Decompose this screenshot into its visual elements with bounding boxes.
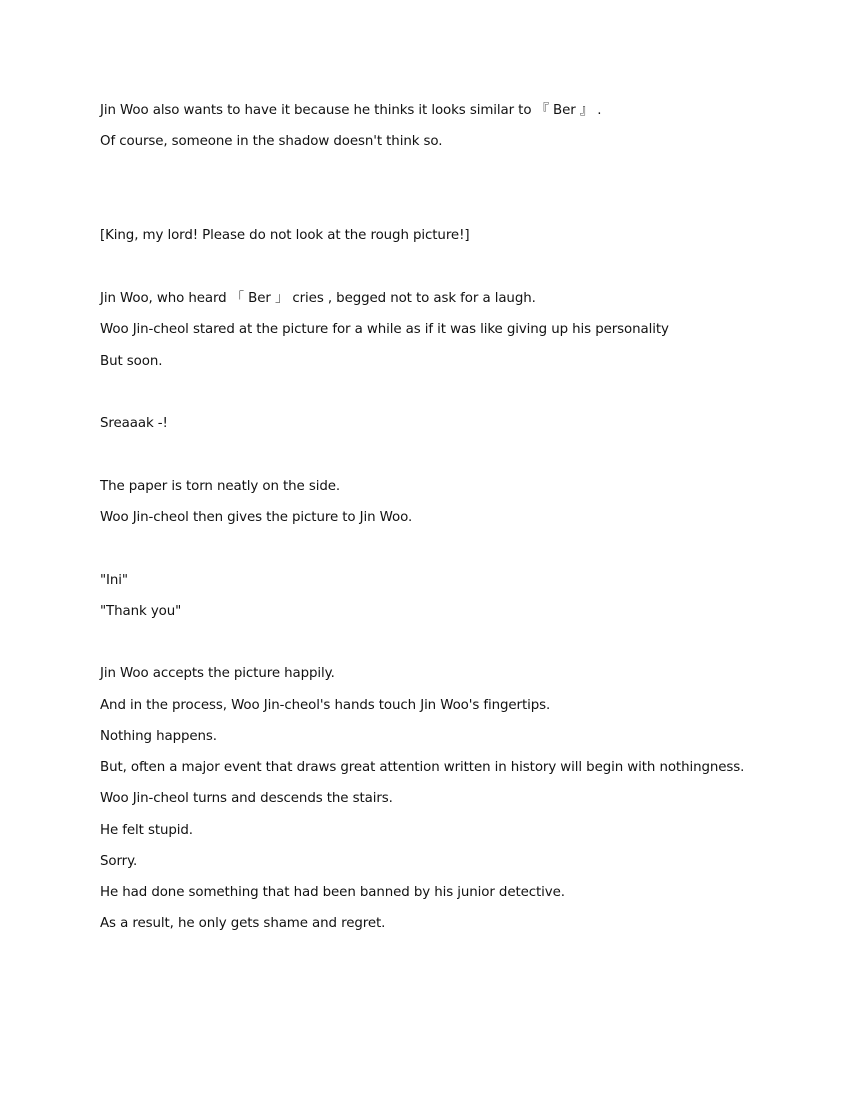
paragraph-5: Woo Jin-cheol stared at the picture for a while as if it was like giving up his personality: [100, 322, 669, 337]
paragraph-8: The paper is torn neatly on the side.: [100, 479, 341, 494]
paragraph-4: Jin Woo, who heard 「 Ber 」 cries , begged not to ask for a laugh.: [100, 291, 536, 306]
paragraph-6: But soon.: [100, 354, 163, 369]
paragraph-19: He had done something that had been banned by his junior detective.: [100, 885, 565, 900]
paragraph-10: "Ini": [100, 573, 128, 588]
paragraph-15: But, often a major event that draws great attention written in history will begin with nothingness.: [100, 760, 745, 775]
paragraph-3: [King, my lord! Please do not look at the rough picture!]: [100, 228, 470, 243]
paragraph-16: Woo Jin-cheol turns and descends the stairs.: [100, 791, 393, 806]
paragraph-20: As a result, he only gets shame and regret.: [100, 916, 386, 931]
paragraph-14: Nothing happens.: [100, 729, 217, 744]
paragraph-7: Sreaaak -!: [100, 416, 168, 431]
paragraph-1: Jin Woo also wants to have it because he thinks it looks similar to 『 Ber 』 .: [100, 103, 602, 118]
paragraph-17: He felt stupid.: [100, 823, 193, 838]
paragraph-18: Sorry.: [100, 854, 138, 869]
paragraph-2: Of course, someone in the shadow doesn't think so.: [100, 134, 443, 149]
paragraph-12: Jin Woo accepts the picture happily.: [100, 666, 335, 681]
paragraph-13: And in the process, Woo Jin-cheol's hands touch Jin Woo's fingertips.: [100, 698, 551, 713]
paragraph-11: "Thank you": [100, 604, 182, 619]
paragraph-9: Woo Jin-cheol then gives the picture to Jin Woo.: [100, 510, 413, 525]
